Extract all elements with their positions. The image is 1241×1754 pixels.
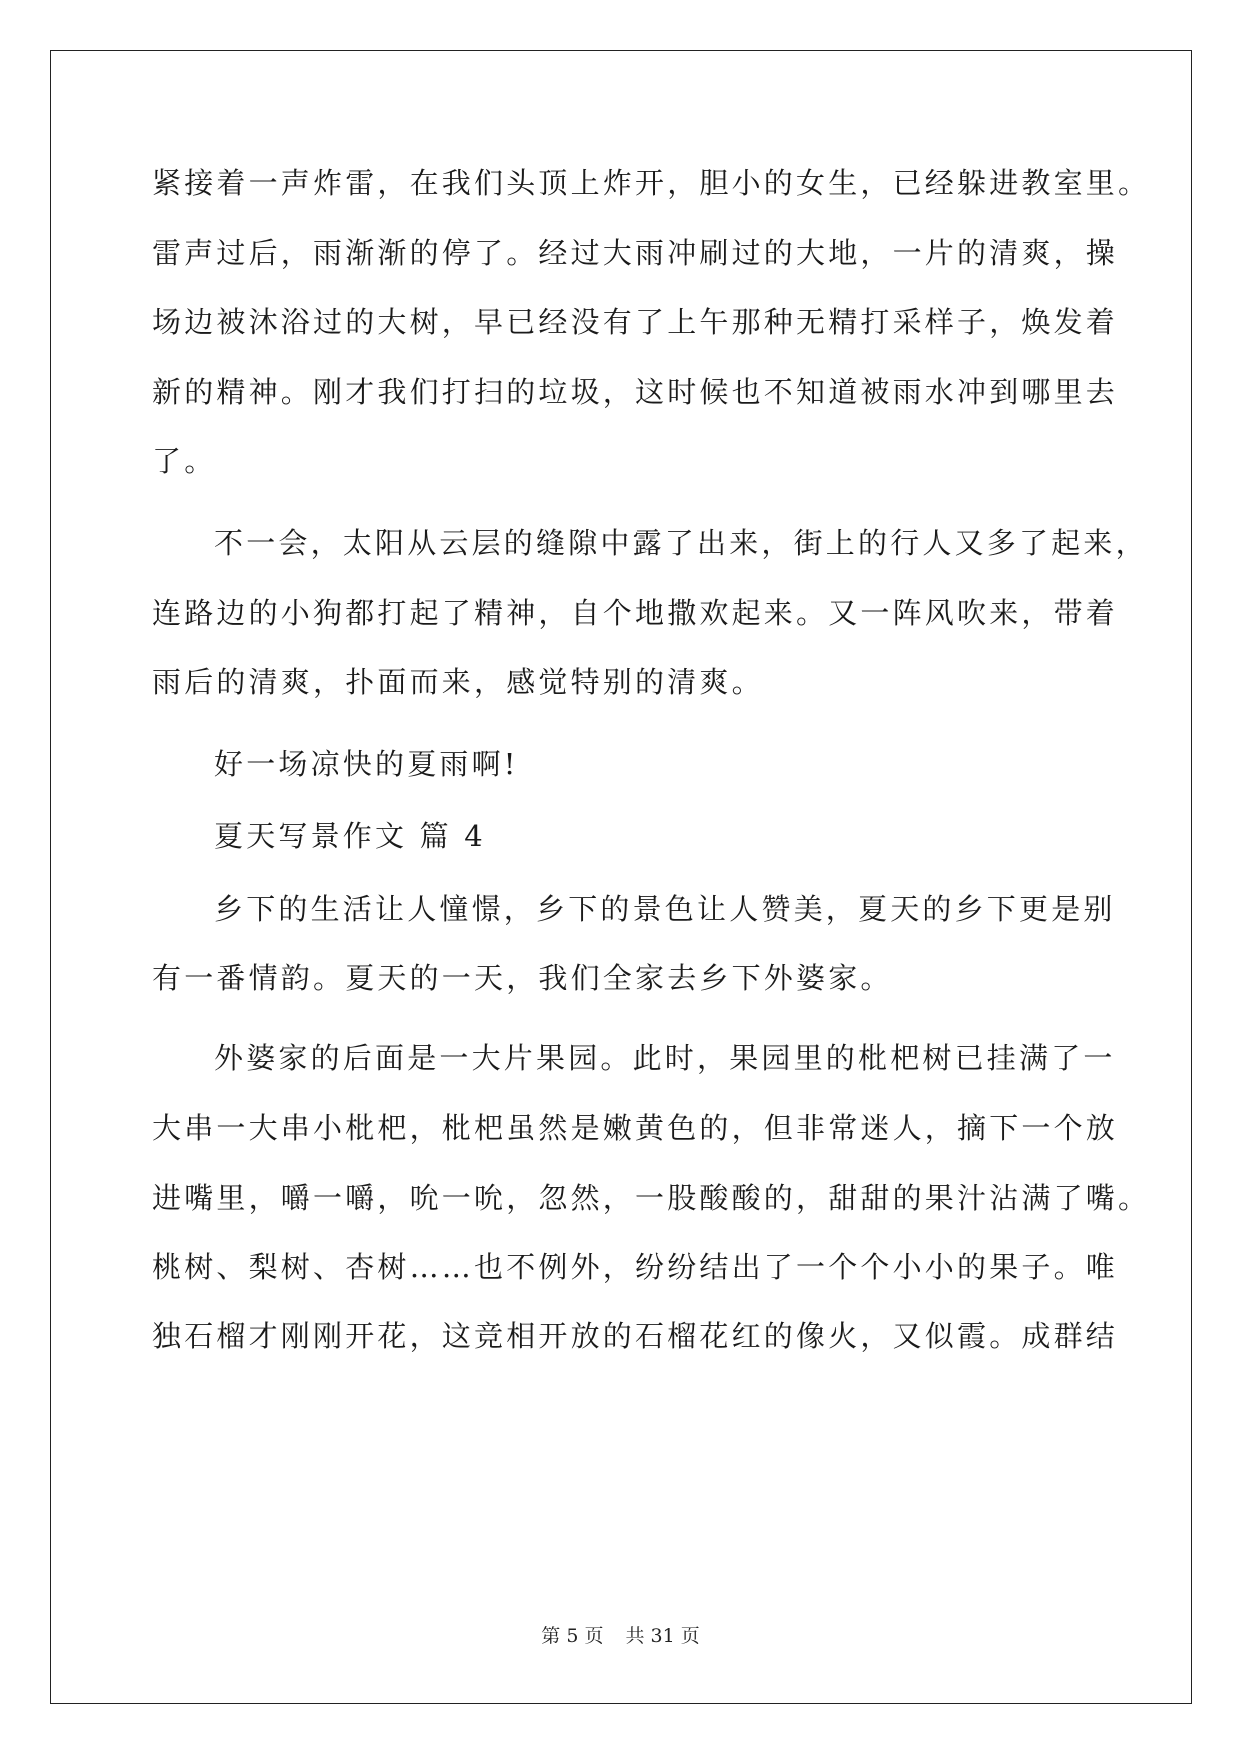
text-line: 了。 — [152, 444, 217, 478]
text-line: 连路边的小狗都打起了精神，自个地撒欢起来。又一阵风吹来，带着 — [152, 596, 1119, 630]
current-page-label: 第 5 页 — [541, 1625, 604, 1647]
text-line: 有一番情韵。夏天的一天，我们全家去乡下外婆家。 — [152, 961, 893, 995]
section-heading: 夏天写景作文 篇 4 — [214, 819, 486, 853]
text-line: 外婆家的后面是一大片果园。此时，果园里的枇杷树已挂满了一 — [214, 1041, 1116, 1075]
total-pages-label: 共 31 页 — [625, 1625, 700, 1647]
text-line: 独石榴才刚刚开花，这竞相开放的石榴花红的像火，又似霞。成群结 — [152, 1319, 1119, 1353]
text-line: 雷声过后，雨渐渐的停了。经过大雨冲刷过的大地，一片的清爽，操 — [152, 236, 1119, 270]
text-line: 桃树、梨树、杏树……也不例外，纷纷结出了一个个小小的果子。唯 — [152, 1250, 1119, 1284]
text-line: 好一场凉快的夏雨啊! — [214, 747, 519, 781]
text-line: 乡下的生活让人憧憬，乡下的景色让人赞美，夏天的乡下更是别 — [214, 892, 1116, 926]
text-line: 新的精神。刚才我们打扫的垃圾，这时候也不知道被雨水冲到哪里去 — [152, 375, 1119, 409]
text-line: 不一会，太阳从云层的缝隙中露了出来，街上的行人又多了起来， — [214, 526, 1148, 560]
page-border — [50, 50, 1192, 1704]
page-footer — [0, 1623, 1241, 1649]
text-line: 大串一大串小枇杷，枇杷虽然是嫩黄色的，但非常迷人，摘下一个放 — [152, 1111, 1119, 1145]
text-line: 雨后的清爽，扑面而来，感觉特别的清爽。 — [152, 665, 764, 699]
text-line: 进嘴里，嚼一嚼，吮一吮，忽然，一股酸酸的，甜甜的果汁沾满了嘴。 — [152, 1181, 1151, 1215]
text-line: 场边被沐浴过的大树，早已经没有了上午那种无精打采样子，焕发着 — [152, 305, 1119, 339]
text-line: 紧接着一声炸雷，在我们头顶上炸开，胆小的女生，已经躲进教室里。 — [152, 166, 1151, 200]
